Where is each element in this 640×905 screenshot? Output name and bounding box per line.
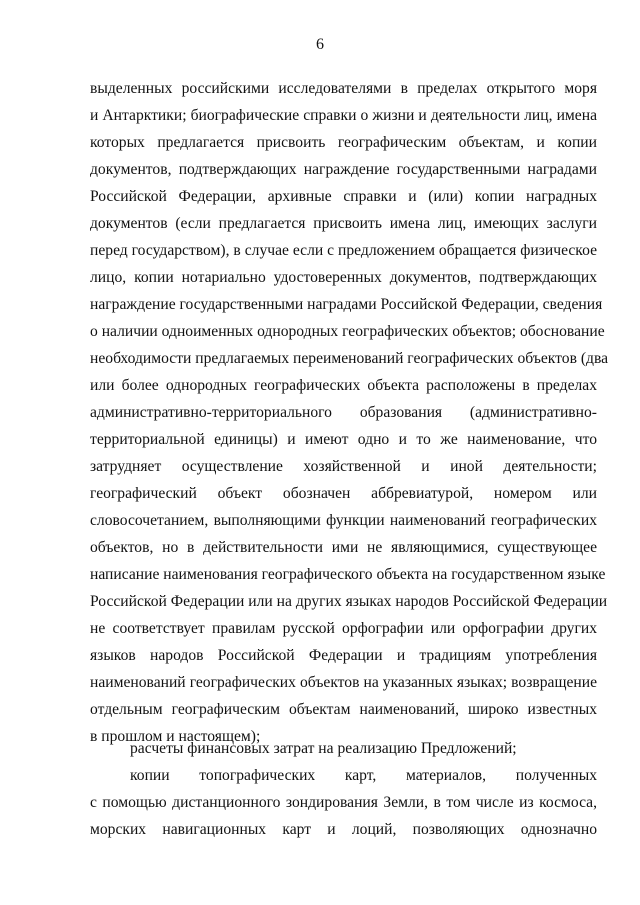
text-line: которых предлагается присвоить географическим объектам, и копии xyxy=(90,134,597,151)
text-line: наименований географических объектов на указанных языках; возвращение xyxy=(90,674,597,691)
text-line: копии топографических карт, материалов, полученных xyxy=(130,767,597,784)
text-line: выделенных российскими исследователями в пределах открытого моря xyxy=(90,80,597,97)
text-line: в прошлом и настоящем); xyxy=(90,728,261,745)
text-line: морских навигационных карт и лоций, позволяющих однозначно xyxy=(90,821,597,838)
page-number: 6 xyxy=(316,36,324,53)
text-line: административно-территориального образования (административно- xyxy=(90,404,597,421)
text-line: документов (если предлагается присвоить имена лиц, имеющих заслуги xyxy=(90,215,597,232)
text-line: и Антарктики; биографические справки о жизни и деятельности лиц, имена xyxy=(90,107,597,124)
text-line: награждение государственными наградами Российской Федерации, сведения xyxy=(90,296,603,313)
text-line: отдельным географическим объектам наименований, широко известных xyxy=(90,701,597,718)
text-line: перед государством), в случае если с предложением обращается физическое xyxy=(90,242,597,259)
text-line: необходимости предлагаемых переименований географических объектов (два xyxy=(90,350,609,367)
text-line: не соответствует правилам русской орфографии или орфографии других xyxy=(90,620,597,637)
text-line: Российской Федерации или на других языках народов Российской Федерации xyxy=(90,593,608,610)
text-line: написание наименования географического объекта на государственном языке xyxy=(90,566,606,583)
text-line: объектов, но в действительности ими не являющимися, существующее xyxy=(90,539,597,556)
text-line: лицо, копии нотариально удостоверенных документов, подтверждающих xyxy=(90,269,597,286)
text-line: Российской Федерации, архивные справки и (или) копии наградных xyxy=(90,188,597,205)
text-line: документов, подтверждающих награждение государственными наградами xyxy=(90,161,597,178)
text-line: с помощью дистанционного зондирования Земли, в том числе из космоса, xyxy=(90,794,597,811)
text-line: территориальной единицы) и имеют одно и то же наименование, что xyxy=(90,431,597,448)
text-line: языков народов Российской Федерации и традициям употребления xyxy=(90,647,597,664)
text-line: географический объект обозначен аббревиатурой, номером или xyxy=(90,485,597,502)
text-line: о наличии одноименных однородных географических объектов; обоснование xyxy=(90,323,605,340)
text-line: словосочетанием, выполняющими функции наименований географических xyxy=(90,512,597,529)
paragraph-block-2 xyxy=(90,735,597,843)
text-line: затрудняет осуществление хозяйственной и иной деятельности; xyxy=(90,458,597,475)
paragraph-2: расчеты финансовых затрат на реализацию Предложений; xyxy=(130,740,517,757)
paragraph-1 xyxy=(90,75,609,750)
text-line: или более однородных географических объекта расположены в пределах xyxy=(90,377,597,394)
